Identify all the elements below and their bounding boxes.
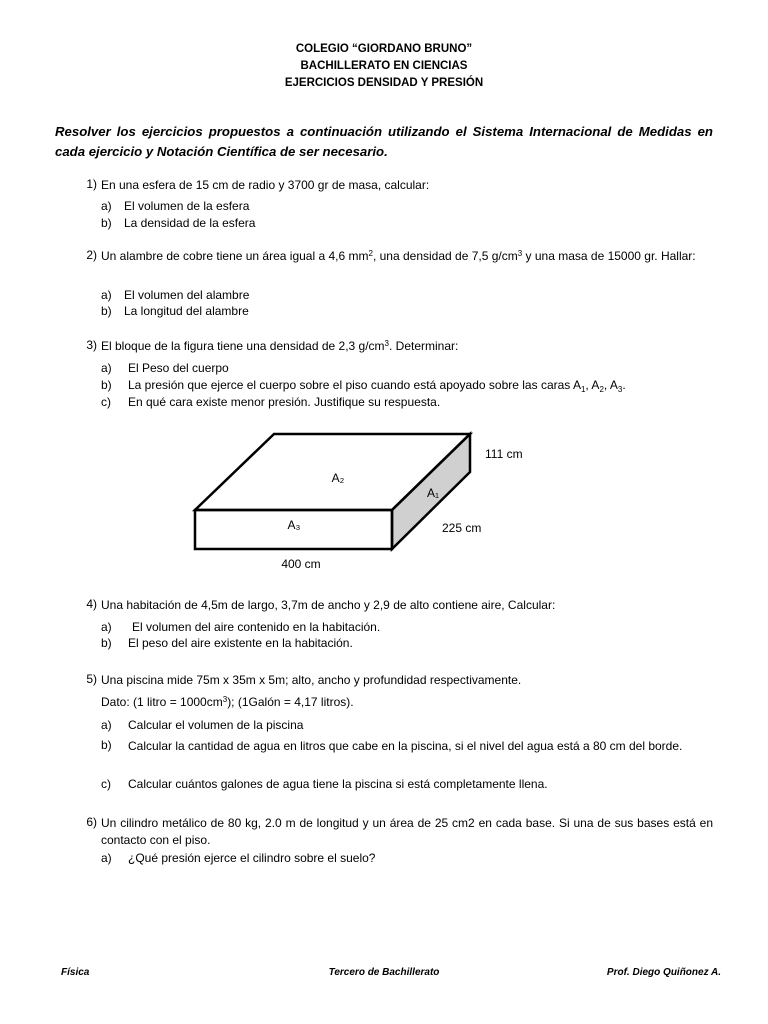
item-label: a) xyxy=(101,718,112,732)
item-text: El peso del aire existente en la habitación. xyxy=(128,636,353,650)
item-label: b) xyxy=(101,216,112,230)
data-note: Dato: (1 litro = $1000cm^3$); (1Galón = 4,17 litros). xyxy=(101,695,354,709)
dimension-depth: 225 cm xyxy=(442,521,482,535)
item-text: La longitud del alambre xyxy=(124,304,249,318)
school-name: COLEGIO “GIORDANO BRUNO” xyxy=(295,43,473,55)
item-text: El Peso del cuerpo xyxy=(128,361,229,375)
item-label: c) xyxy=(101,777,111,791)
question-text: El bloque de la figura tiene una densidad de 2,3 $g/cm^3$. Determinar: xyxy=(101,339,459,353)
program-name: BACHILLERATO EN CIENCIAS xyxy=(300,60,468,72)
item-label: a) xyxy=(101,851,112,865)
item-text: El volumen del alambre xyxy=(124,288,250,302)
item-text: El volumen del aire contenido en la habitación. xyxy=(132,620,381,634)
question-number: 2) xyxy=(86,248,97,262)
item-label: c) xyxy=(101,395,111,409)
label-top-face: A₂ xyxy=(331,471,345,485)
item-text: En qué cara existe menor presión. Justifique su respuesta. xyxy=(128,395,441,409)
item-label: b) xyxy=(101,738,112,752)
item-label: a) xyxy=(101,199,112,213)
instructions: Resolver los ejercicios propuestos a continuación utilizando el Sistema Internacional de Medidas en cada ejercicio y Notación Científica de ser necesario. xyxy=(55,124,713,159)
item-text: Calcular el volumen de la piscina xyxy=(128,718,304,732)
item-text: La presión que ejerce el cuerpo sobre el piso cuando está apoyado sobre las caras $A_1$, $A_2$, $A_3$. xyxy=(128,378,626,394)
footer-course: Tercero de Bachillerato xyxy=(328,967,440,978)
item-text: La densidad de la esfera xyxy=(124,216,256,230)
question-text: Una habitación de 4,5m de largo, 3,7m de ancho y 2,9 de alto contiene aire, Calcular: xyxy=(101,598,556,612)
question-number: 5) xyxy=(86,672,97,686)
question-text: En una esfera de 15 cm de radio y 3700 gr de masa, calcular: xyxy=(101,178,430,192)
footer-teacher: Prof. Diego Quiñonez A. xyxy=(606,967,721,978)
item-label: a) xyxy=(101,620,112,634)
question-number: 1) xyxy=(86,177,97,191)
question-text: Un cilindro metálico de 80 kg, 2.0 m de longitud y un área de 25 cm2 en cada base. Si una de sus bases está en contacto con el piso. xyxy=(101,816,713,847)
item-label: a) xyxy=(101,288,112,302)
item-label: b) xyxy=(101,304,112,318)
question-number: 3) xyxy=(86,338,97,352)
label-side-face: A₁ xyxy=(426,486,440,500)
item-text: Calcular la cantidad de agua en litros que cabe en la piscina, si el nivel del agua está a 80 cm del borde. xyxy=(128,739,683,753)
question-number: 6) xyxy=(86,815,97,829)
footer-subject: Física xyxy=(61,967,90,978)
item-text: El volumen de la esfera xyxy=(124,199,250,213)
dimension-height: 111 cm xyxy=(485,447,523,461)
item-text: ¿Qué presión ejerce el cilindro sobre el suelo? xyxy=(128,851,376,865)
page-title: EJERCICIOS DENSIDAD Y PRESIÓN xyxy=(284,77,484,89)
label-front-face: A₃ xyxy=(287,518,301,532)
question-number: 4) xyxy=(86,597,97,611)
item-label: a) xyxy=(101,361,112,375)
question-text: Una piscina mide 75m x 35m x 5m; alto, ancho y profundidad respectivamente. xyxy=(101,673,522,687)
item-label: b) xyxy=(101,636,112,650)
item-text: Calcular cuántos galones de agua tiene la piscina si está completamente llena. xyxy=(128,777,548,791)
dimension-length: 400 cm xyxy=(281,557,321,571)
question-text: Un alambre de cobre tiene un área igual a 4,6 $mm^2$, una densidad de 7,5 $g/cm^3$ y una masa de 15000 gr. Hallar: xyxy=(101,249,696,263)
item-label: b) xyxy=(101,378,112,392)
